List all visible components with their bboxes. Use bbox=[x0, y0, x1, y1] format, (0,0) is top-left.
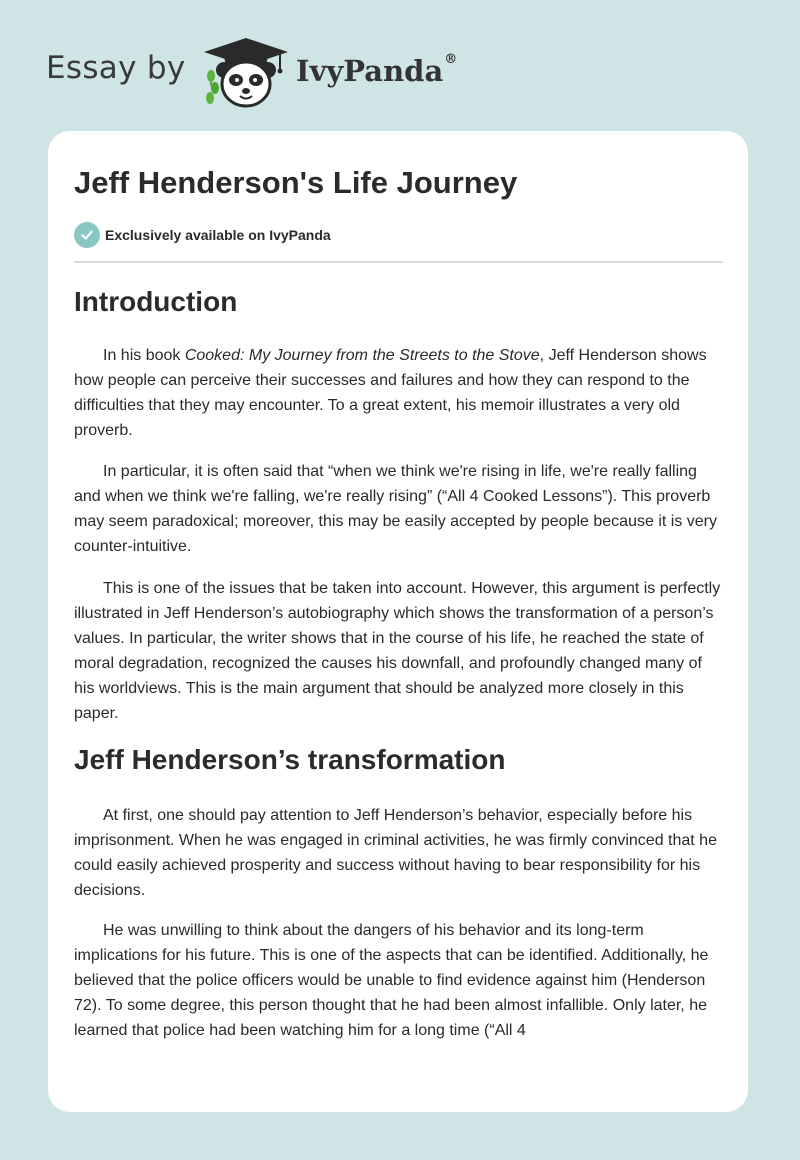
exclusive-label: Exclusively available on IvyPanda bbox=[105, 227, 331, 243]
paragraph: This is one of the issues that be taken into account. However, this argument is perfectly illustrated in Jeff Henderson’s autobiography which shows the transformation of a person’s values. In particular, the writer shows that in the course of his life, he reached the state of moral degradation, recognized the causes his downfall, and profoundly changed many of his worldviews. This is the main argument that should be analyzed more closely in this paper. bbox=[74, 580, 721, 722]
essay-title: Jeff Henderson's Life Journey bbox=[74, 165, 518, 200]
paragraph: He was unwilling to think about the dangers of his behavior and its long-term implications for his future. This is one of the aspects that can be identified. Additionally, he believed that the police officers would be unable to find evidence against him (Henderson 72). To some degree, this person thought that he had been almost infallible. Only later, he learned that police had been watching him for a long time (“All 4 bbox=[74, 922, 709, 1039]
divider bbox=[74, 261, 723, 263]
panda-graduate-icon[interactable] bbox=[202, 36, 290, 110]
paragraph: At first, one should pay attention to Jeff Henderson’s behavior, especially before his imprisonment. When he was engaged in criminal activities, he was firmly convinced that he could easily achieved prosperity and success without having to bear responsibility for his decisions. bbox=[74, 807, 717, 899]
paragraph: In particular, it is often said that “when we think we're rising in life, we're really falling and when we think we're falling, we're really rising” (“All 4 Cooked Lessons”). This proverb may seem paradoxical; moreover, this may be easily accepted by people because it is very counter-intuitive. bbox=[74, 463, 717, 555]
section-heading: Jeff Henderson’s transformation bbox=[74, 744, 506, 775]
essay-by-label: Essay by bbox=[46, 50, 186, 86]
site-header bbox=[46, 34, 546, 114]
exclusive-badge bbox=[74, 222, 331, 248]
section-heading: Introduction bbox=[74, 286, 238, 317]
essay-card bbox=[48, 131, 748, 1112]
check-circle-icon bbox=[74, 222, 100, 248]
paragraph: In his book Cooked: My Journey from the Streets to the Stove, Jeff Henderson shows how people can perceive their successes and failures and how they can respond to the difficulties that they may encounter. To a great extent, his memoir illustrates a very old proverb. bbox=[74, 347, 707, 439]
book-title: Cooked: My Journey from the Streets to the Stove bbox=[184, 347, 540, 364]
brand-name[interactable]: IvyPanda® bbox=[296, 52, 458, 88]
registered-mark: ® bbox=[444, 52, 458, 67]
